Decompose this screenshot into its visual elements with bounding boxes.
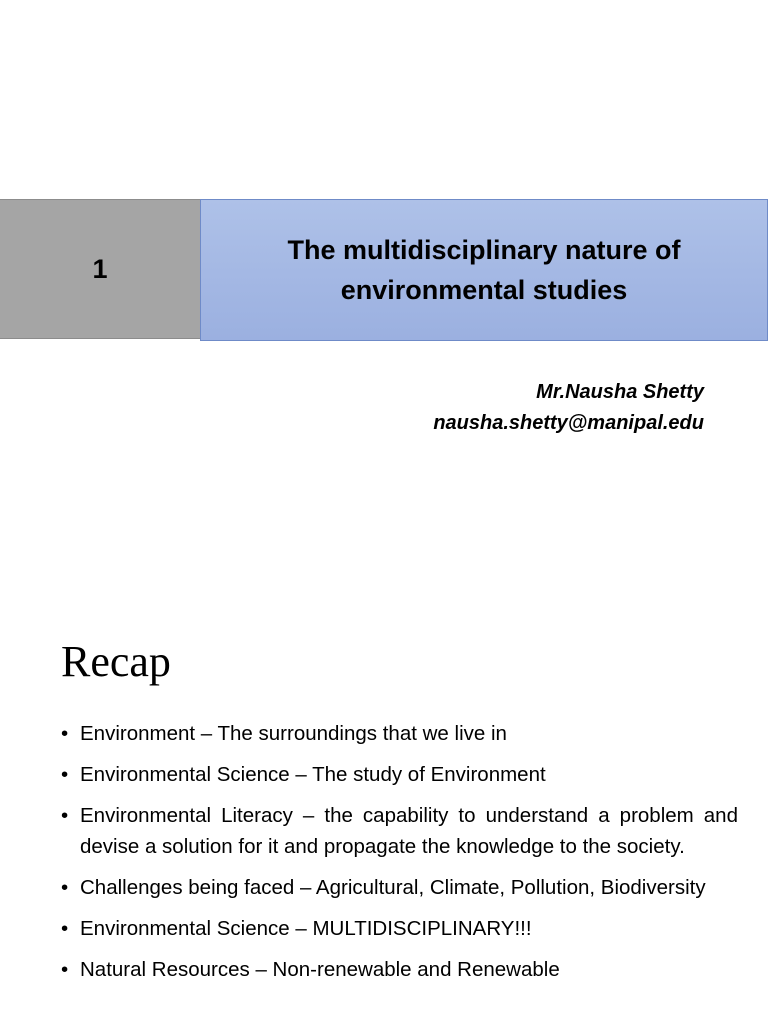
bullet-item	[61, 800, 738, 862]
author-email: nausha.shetty@manipal.edu	[433, 412, 704, 434]
bullet-text: Environment – The surroundings that we live in	[80, 722, 507, 745]
bullet-text: Environmental Literacy – the capability to understand a problem and devise a solution for it and propagate the knowledge to the society.	[80, 804, 738, 858]
bullet-text: Natural Resources – Non-renewable and Renewable	[80, 958, 560, 981]
chapter-number-box	[0, 199, 200, 339]
bullet-icon: •	[61, 804, 69, 827]
bullet-item	[61, 954, 738, 985]
bullet-icon: •	[61, 722, 69, 745]
bullet-text: Environmental Science – MULTIDISCIPLINARY!!!	[80, 917, 532, 940]
slide-title: Recap	[61, 637, 171, 686]
bullet-text: Environmental Science – The study of Environment	[80, 763, 546, 786]
bullet-icon: •	[61, 917, 69, 940]
chapter-title-line-2: environmental studies	[340, 275, 628, 305]
bullet-icon: •	[61, 763, 69, 786]
bullet-item	[61, 759, 738, 790]
chapter-title	[287, 230, 680, 310]
author-name: Mr.Nausha Shetty	[536, 381, 704, 403]
chapter-number: 1	[92, 253, 108, 284]
bullet-item	[61, 872, 738, 903]
author-block	[433, 377, 704, 439]
chapter-title-box	[200, 199, 768, 341]
bullet-item	[61, 913, 738, 944]
bullet-item	[61, 718, 738, 749]
bullet-icon: •	[61, 958, 69, 981]
chapter-title-line-1: The multidisciplinary nature of	[287, 235, 681, 265]
recap-slide	[0, 580, 768, 1024]
bullet-icon: •	[61, 876, 69, 899]
bullet-text: Challenges being faced – Agricultural, Climate, Pollution, Biodiversity	[80, 876, 706, 899]
bullet-list	[61, 718, 738, 995]
